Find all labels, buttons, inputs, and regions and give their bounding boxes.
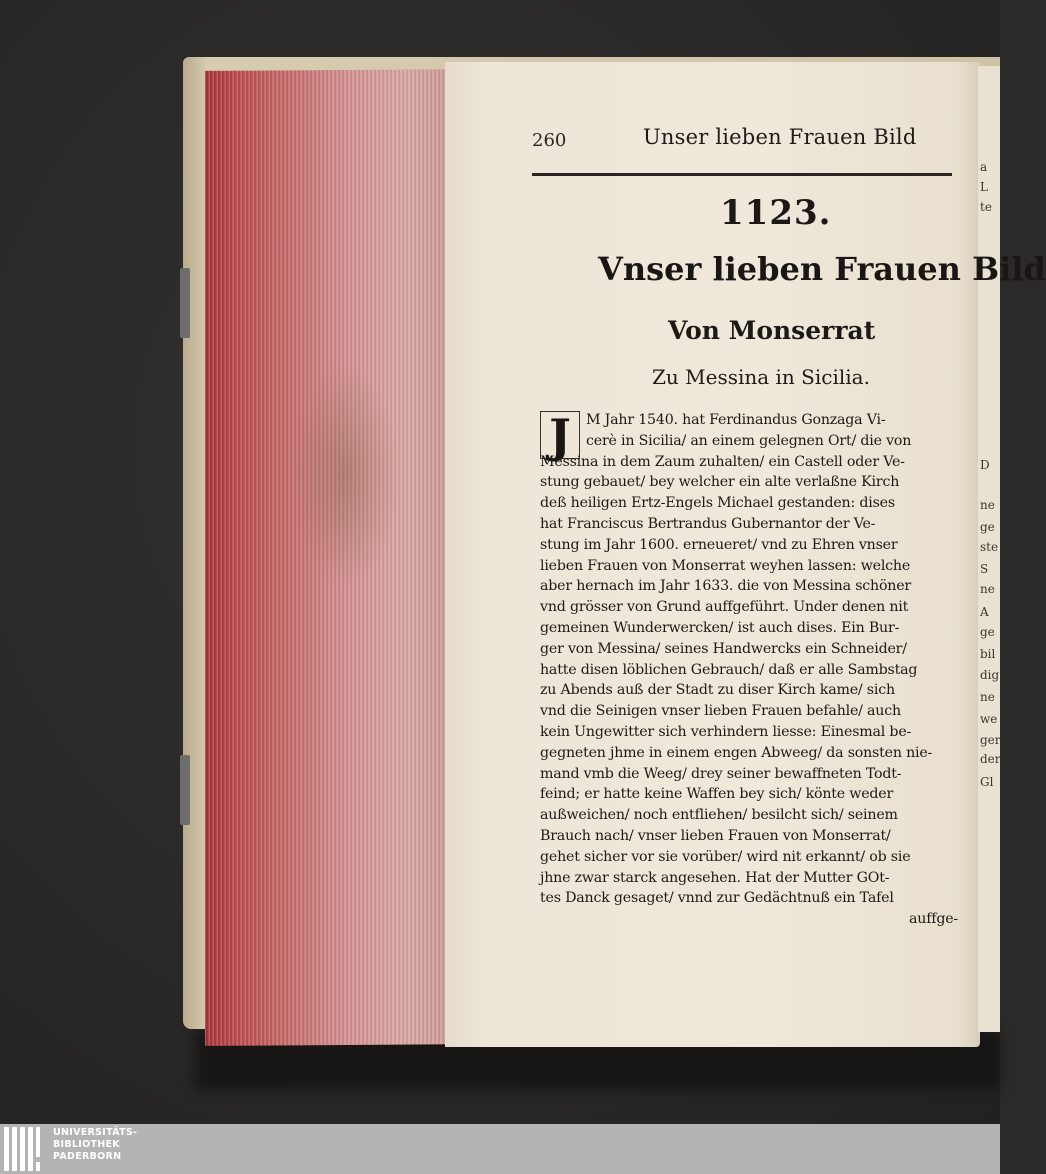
body-line: kein Ungewitter sich verhindern liesse: Einesmal be- — [540, 723, 912, 740]
next-page-fragment: D — [980, 458, 990, 472]
body-line: hatte disen löblichen Gebrauch/ daß er alle Sambstag — [540, 661, 918, 678]
body-line: hat Franciscus Bertrandus Gubernantor der Ve- — [540, 515, 876, 532]
entry-number: 1123. — [720, 193, 832, 233]
body-line: M Jahr 1540. hat Ferdinandus Gonzaga Vi- — [586, 412, 886, 428]
body-line: gegneten jhme in einem engen Abweeg/ da sonsten nie- — [540, 744, 933, 761]
next-page-fragment: Gl — [980, 775, 994, 789]
next-page-fragment: der — [980, 752, 1001, 766]
next-page-fragment: ne — [980, 582, 995, 596]
body-line: stung im Jahr 1600. erneueret/ vnd zu Ehren vnser — [540, 536, 898, 553]
body-line: außweichen/ noch entfliehen/ besilcht sich/ seinem — [540, 807, 898, 824]
water-stain — [290, 360, 400, 590]
body-line: stung gebauet/ bey welcher ein alte verlaßne Kirch — [540, 474, 900, 491]
body-line: vnd die Seinigen vnser lieben Frauen befahle/ auch — [540, 703, 901, 720]
next-page-fragment: ste — [980, 540, 999, 554]
body-line: tes Danck gesaget/ vnnd zur Gedächtnuß ein Tafel — [540, 890, 894, 907]
next-page-fragment: A — [980, 605, 989, 619]
library-logo-icon — [4, 1127, 48, 1171]
body-line: gemeinen Wunderwercken/ ist auch dises. Ein Bur- — [540, 619, 900, 636]
body-line: zu Abends auß der Stadt zu diser Kirch kame/ sich — [540, 682, 895, 699]
body-line: Messina in dem Zaum zuhalten/ ein Castell oder Ve- — [540, 453, 905, 470]
next-page-fragment: we — [980, 712, 998, 726]
clasp-bottom — [180, 755, 190, 825]
next-page-fragment: L — [980, 180, 988, 194]
drop-cap: J — [540, 411, 580, 459]
catchword: auffge- — [909, 911, 958, 928]
next-page-fragment: a — [980, 160, 988, 174]
body-line: mand vmb die Weeg/ drey seiner bewaffneten Todt- — [540, 765, 902, 782]
logo-line-1: UNIVERSITÄTS- — [53, 1127, 138, 1138]
body-line: feind; er hatte keine Waffen bey sich/ könte weder — [540, 786, 894, 803]
body-line: cerè in Sicilia/ an einem gelegnen Ort/ die von — [586, 432, 912, 449]
body-line: jhne zwar starck angesehen. Hat der Mutter GOt- — [540, 869, 890, 886]
entry-place: Zu Messina in Sicilia. — [652, 365, 870, 389]
next-page-fragment: ge — [980, 520, 995, 534]
page-number: 260 — [532, 130, 567, 151]
next-page-fragment: te — [980, 200, 992, 214]
next-page-fragment: ne — [980, 498, 995, 512]
running-head: Unser lieben Frauen Bild — [643, 125, 917, 149]
body-line: deß heiligen Ertz-Engels Michael gestanden: dises — [540, 495, 895, 512]
next-page-fragment: ne — [980, 690, 995, 704]
body-line: vnd grösser von Grund auffgeführt. Under denen nit — [540, 599, 909, 616]
library-logo-text — [53, 1127, 173, 1163]
entry-title: Vnser lieben Frauen Bild — [598, 250, 1046, 288]
header-rule — [532, 173, 952, 176]
logo-line-3: PADERBORN — [53, 1151, 122, 1162]
body-line: aber hernach im Jahr 1633. die von Messina schöner — [540, 578, 912, 595]
next-page-strip — [978, 66, 1000, 1032]
entry-subtitle: Von Monserrat — [668, 316, 876, 345]
body-line: lieben Frauen von Monserrat weyhen lassen: welche — [540, 557, 911, 574]
body-line: gehet sicher vor sie vorüber/ wird nit erkannt/ ob sie — [540, 848, 911, 865]
next-page-fragment: ge — [980, 625, 995, 639]
body-line: ger von Messina/ seines Handwercks ein Schneider/ — [540, 640, 907, 657]
body-text — [540, 410, 958, 930]
next-page-fragment: ger — [980, 733, 1001, 747]
next-page-fragment: bil — [980, 647, 996, 661]
logo-line-2: BIBLIOTHEK — [53, 1139, 120, 1150]
body-line: Brauch nach/ vnser lieben Frauen von Monserrat/ — [540, 827, 891, 844]
clasp-top — [180, 268, 190, 338]
next-page-fragment: dig — [980, 668, 1000, 682]
next-page-fragment: S — [980, 562, 989, 576]
